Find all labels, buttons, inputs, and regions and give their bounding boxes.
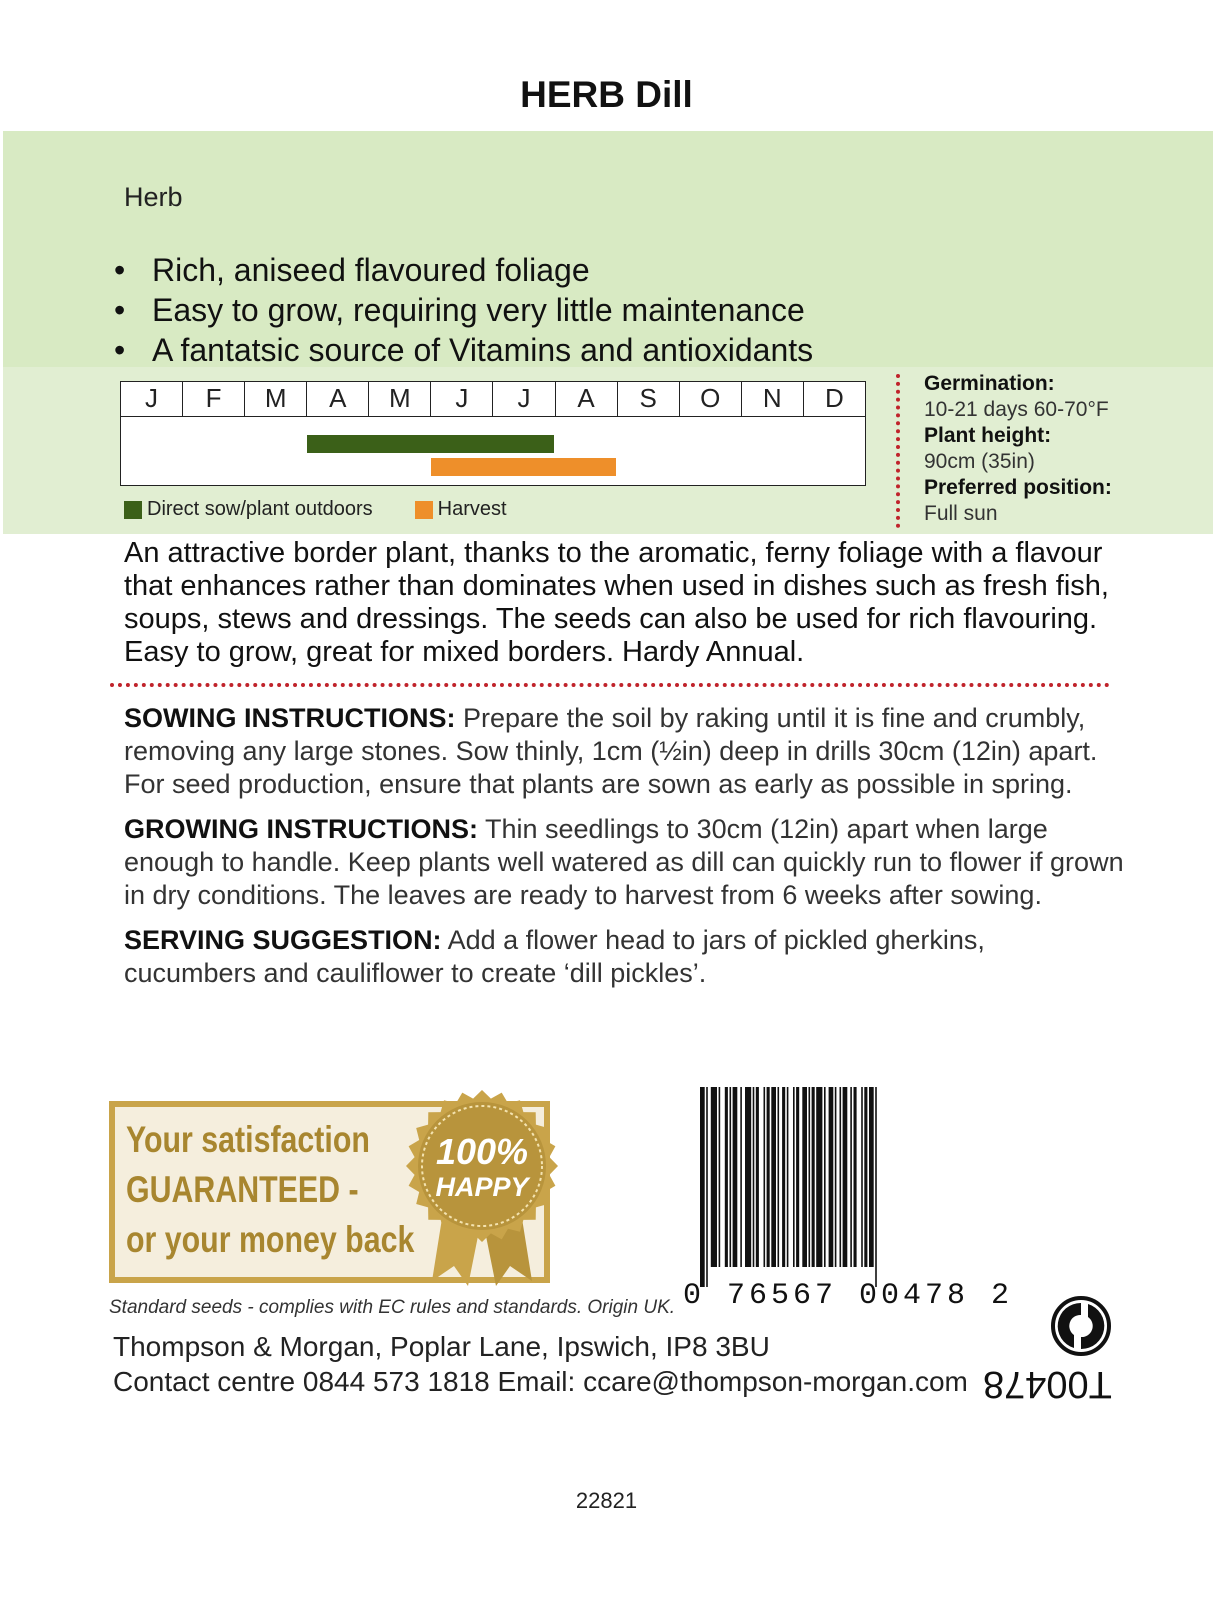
barcode-bar	[706, 1087, 708, 1287]
barcode-bar	[700, 1087, 705, 1287]
barcode-bar	[812, 1087, 815, 1267]
month-label: A	[556, 382, 618, 416]
sowing-instructions	[124, 702, 1124, 801]
description: An attractive border plant, thanks to the aromatic, ferny foliage with a flavour that enhances rather than dominates when used in dishes such as fresh fish, soups, stews and dressings. The seeds can also be used for rich flavouring. Easy to grow, great for mixed borders. Hardy Annual.	[124, 537, 1109, 668]
feature-item: • Easy to grow, requiring very little maintenance	[114, 292, 805, 328]
barcode-bar	[854, 1087, 857, 1267]
dotted-divider	[896, 374, 900, 528]
serving-suggestion	[124, 924, 1124, 990]
month-label: S	[618, 382, 680, 416]
month-label: D	[825, 383, 844, 413]
barcode-bar	[753, 1087, 755, 1267]
standards-note: Standard seeds - complies with EC rules and standards. Origin UK.	[109, 1297, 676, 1318]
barcode-bar	[835, 1087, 837, 1267]
serving-heading: SERVING SUGGESTION:	[124, 925, 442, 955]
sow-period-bar	[307, 435, 555, 453]
barcode-bar	[809, 1087, 811, 1267]
happy-badge-icon	[402, 1086, 562, 1291]
green-dot-recycle-icon	[1050, 1295, 1112, 1357]
barcode-bar	[843, 1087, 848, 1267]
guarantee-line: Your satisfaction	[126, 1119, 370, 1160]
barcode-bar	[711, 1087, 717, 1267]
barcode-bar	[745, 1087, 751, 1267]
barcode-digits: 0 76567 00478 2	[683, 1279, 1014, 1313]
contact-line: Contact centre 0844 573 1818 Email: ccare@thompson-morgan.com	[113, 1366, 968, 1397]
guarantee-line: GUARANTEED -	[126, 1169, 359, 1210]
guarantee-text	[126, 1115, 414, 1265]
barcode	[700, 1087, 1005, 1287]
calendar-legend	[124, 498, 507, 521]
barcode-bar	[864, 1087, 867, 1267]
badge-happy: HAPPY	[435, 1172, 529, 1202]
barcode-bar	[796, 1087, 799, 1267]
position-label: Preferred position:	[924, 476, 1112, 499]
barcode-bar	[850, 1087, 852, 1267]
month-label: M	[369, 382, 431, 416]
barcode-bar	[778, 1087, 780, 1267]
height-label: Plant height:	[924, 424, 1052, 447]
growing-instructions	[124, 813, 1124, 912]
barcode-bar	[829, 1087, 834, 1267]
sow-legend-label: Direct sow/plant outdoors	[147, 498, 373, 520]
barcode-bar	[719, 1087, 721, 1267]
product-code: T00478	[983, 1363, 1112, 1405]
sowing-heading: SOWING INSTRUCTIONS:	[124, 703, 456, 733]
month-label: J	[121, 382, 183, 416]
barcode-bar	[875, 1087, 877, 1287]
barcode-bar	[816, 1087, 822, 1267]
sowing-text: Prepare the soil by raking until it is fine and crumbly, removing any large stones. Sow thinly, 1cm (½in) deep in drills 30cm (12in) apart. For seed production, ensure that plants are sown as early as possible in spring.	[124, 703, 1098, 799]
barcode-bar	[764, 1087, 766, 1267]
barcode-bar	[756, 1087, 759, 1267]
barcode-bar	[869, 1087, 874, 1267]
month-label: J	[431, 382, 493, 416]
height-value: 90cm (35in)	[924, 450, 1035, 473]
harvest-legend-swatch	[415, 501, 433, 519]
calendar-months	[121, 382, 865, 417]
barcode-bar	[733, 1087, 738, 1267]
barcode-bar	[840, 1087, 842, 1267]
month-label: O	[680, 382, 742, 416]
harvest-period-bar	[431, 458, 617, 476]
guarantee-line: or your money back	[126, 1219, 415, 1260]
badge-percent: 100%	[435, 1131, 529, 1172]
barcode-bar	[730, 1087, 732, 1267]
barcode-bar	[767, 1087, 770, 1267]
page-number: 22821	[575, 1488, 638, 1513]
address-line: Thompson & Morgan, Poplar Lane, Ipswich, IP8 3BU	[113, 1331, 770, 1362]
page-title: HERB Dill	[520, 74, 693, 115]
sowing-calendar	[120, 381, 866, 486]
barcode-bar	[782, 1087, 785, 1267]
serving-text: Add a flower head to jars of pickled gherkins, cucumbers and cauliflower to create ‘dill pickles’.	[124, 925, 985, 988]
barcode-bar	[740, 1087, 742, 1267]
month-label: A	[307, 382, 369, 416]
barcode-bar	[771, 1087, 776, 1267]
company-address	[113, 1329, 968, 1399]
barcode-bar	[861, 1087, 863, 1267]
category-label: Herb	[124, 182, 183, 212]
growing-heading: GROWING INSTRUCTIONS:	[124, 814, 478, 844]
month-label: M	[245, 382, 307, 416]
barcode-bar	[725, 1087, 728, 1267]
dotted-divider	[110, 683, 1110, 687]
feature-item: • Rich, aniseed flavoured foliage	[114, 252, 590, 288]
barcode-bar	[802, 1087, 807, 1267]
plant-specs	[924, 371, 1112, 527]
germination-label: Germination:	[924, 372, 1055, 395]
sow-legend-swatch	[124, 501, 142, 519]
harvest-legend-label: Harvest	[437, 498, 507, 520]
month-label: N	[742, 382, 804, 416]
barcode-bar	[793, 1087, 795, 1267]
position-value: Full sun	[924, 502, 998, 525]
month-label: F	[183, 382, 245, 416]
growing-text: Thin seedlings to 30cm (12in) apart when large enough to handle. Keep plants well watered as dill can quickly run to flower if grown in dry conditions. The leaves are ready to harvest from 6 weeks after sowing.	[124, 814, 1124, 910]
barcode-bar	[787, 1087, 789, 1267]
feature-item: • A fantatsic source of Vitamins and antioxidants	[114, 332, 814, 368]
barcode-bar	[824, 1087, 826, 1267]
germination-value: 10-21 days 60-70°F	[924, 398, 1109, 421]
month-label: J	[493, 382, 555, 416]
feature-list	[114, 250, 813, 370]
